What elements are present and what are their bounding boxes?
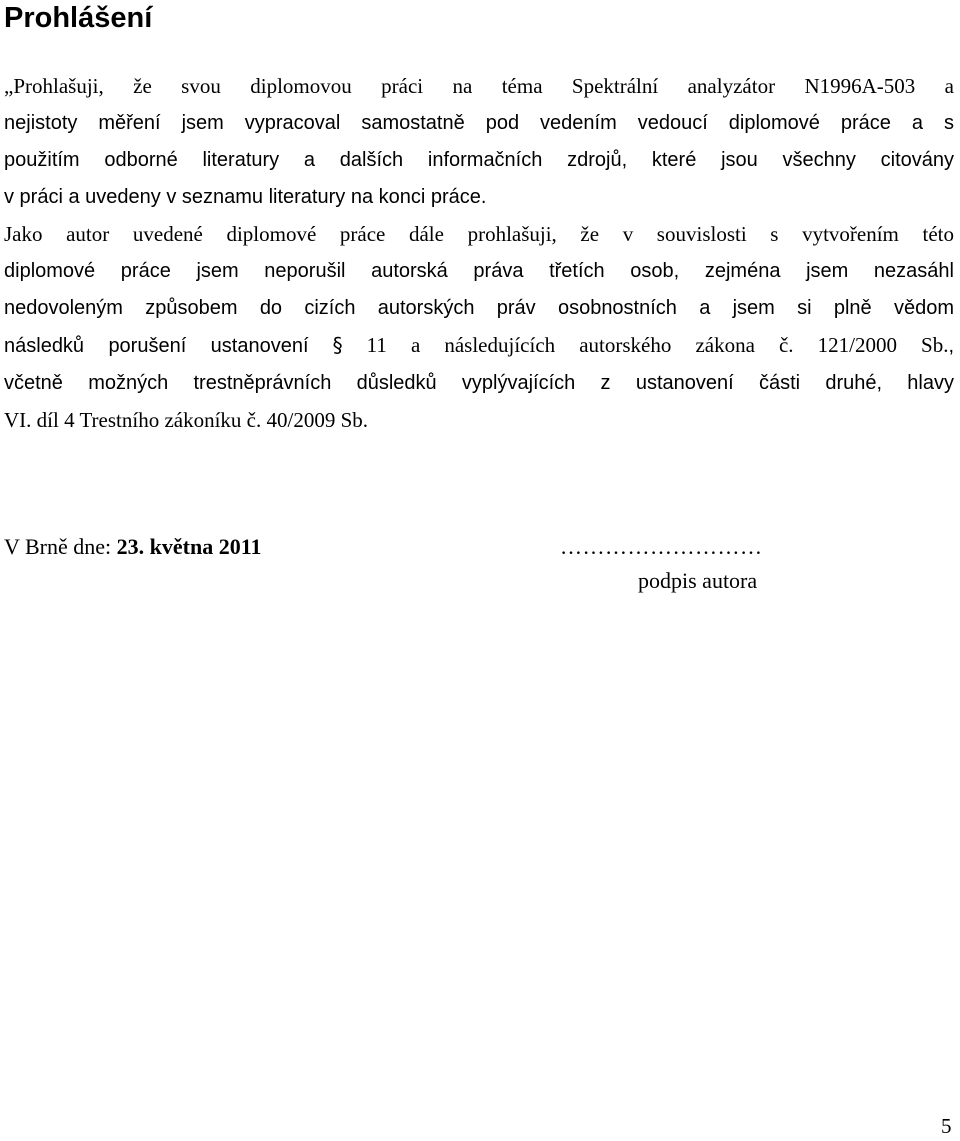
copyright-line: diplomové práce jsem neporušil autorská práva třetích osob, zejména jsem nezasáhl [4,260,954,282]
signature-caption: podpis autora [638,568,758,593]
copyright-line [4,327,954,365]
section-sign-icon: § [332,333,343,357]
copyright-line-start: následků porušení ustanovení [4,335,309,357]
copyright-line-comma: , [948,335,955,357]
copyright-line: VI. díl 4 Trestního zákoníku č. 40/2009 Sb. [4,408,369,432]
page-title: Prohlášení [4,2,153,34]
declaration-paragraph [4,68,954,216]
date-value: 23. května 2011 [116,534,262,559]
signature-date [4,532,262,562]
copyright-line: včetně možných trestněprávních důsledků vyplývajících z ustanovení části druhé, hlavy [4,372,954,394]
signature-line: ……………………… [560,534,763,559]
copyright-line: Jako autor uvedené diplomové práce dále prohlašuji, že v souvislosti s vytvořením této [4,222,954,246]
copyright-paragraph [4,216,954,439]
declaration-line: v práci a uvedeny v seznamu literatury na konci práce. [4,186,487,208]
copyright-line-law: 11 a následujících autorského zákona č. 121/2000 Sb. [366,333,949,357]
copyright-line: nedovoleným způsobem do cizích autorských práv osobnostních a jsem si plně vědom [4,297,954,319]
date-label: V Brně dne: [4,534,117,559]
page-number: 5 [941,1114,952,1138]
declaration-line: nejistoty měření jsem vypracoval samostatně pod vedením vedoucí diplomové práce a s [4,112,954,134]
declaration-line: použitím odborné literatury a dalších informačních zdrojů, které jsou všechny citovány [4,149,954,171]
declaration-line: „Prohlašuji, že svou diplomovou práci na téma Spektrální analyzátor N1996A-503 a [4,74,954,98]
